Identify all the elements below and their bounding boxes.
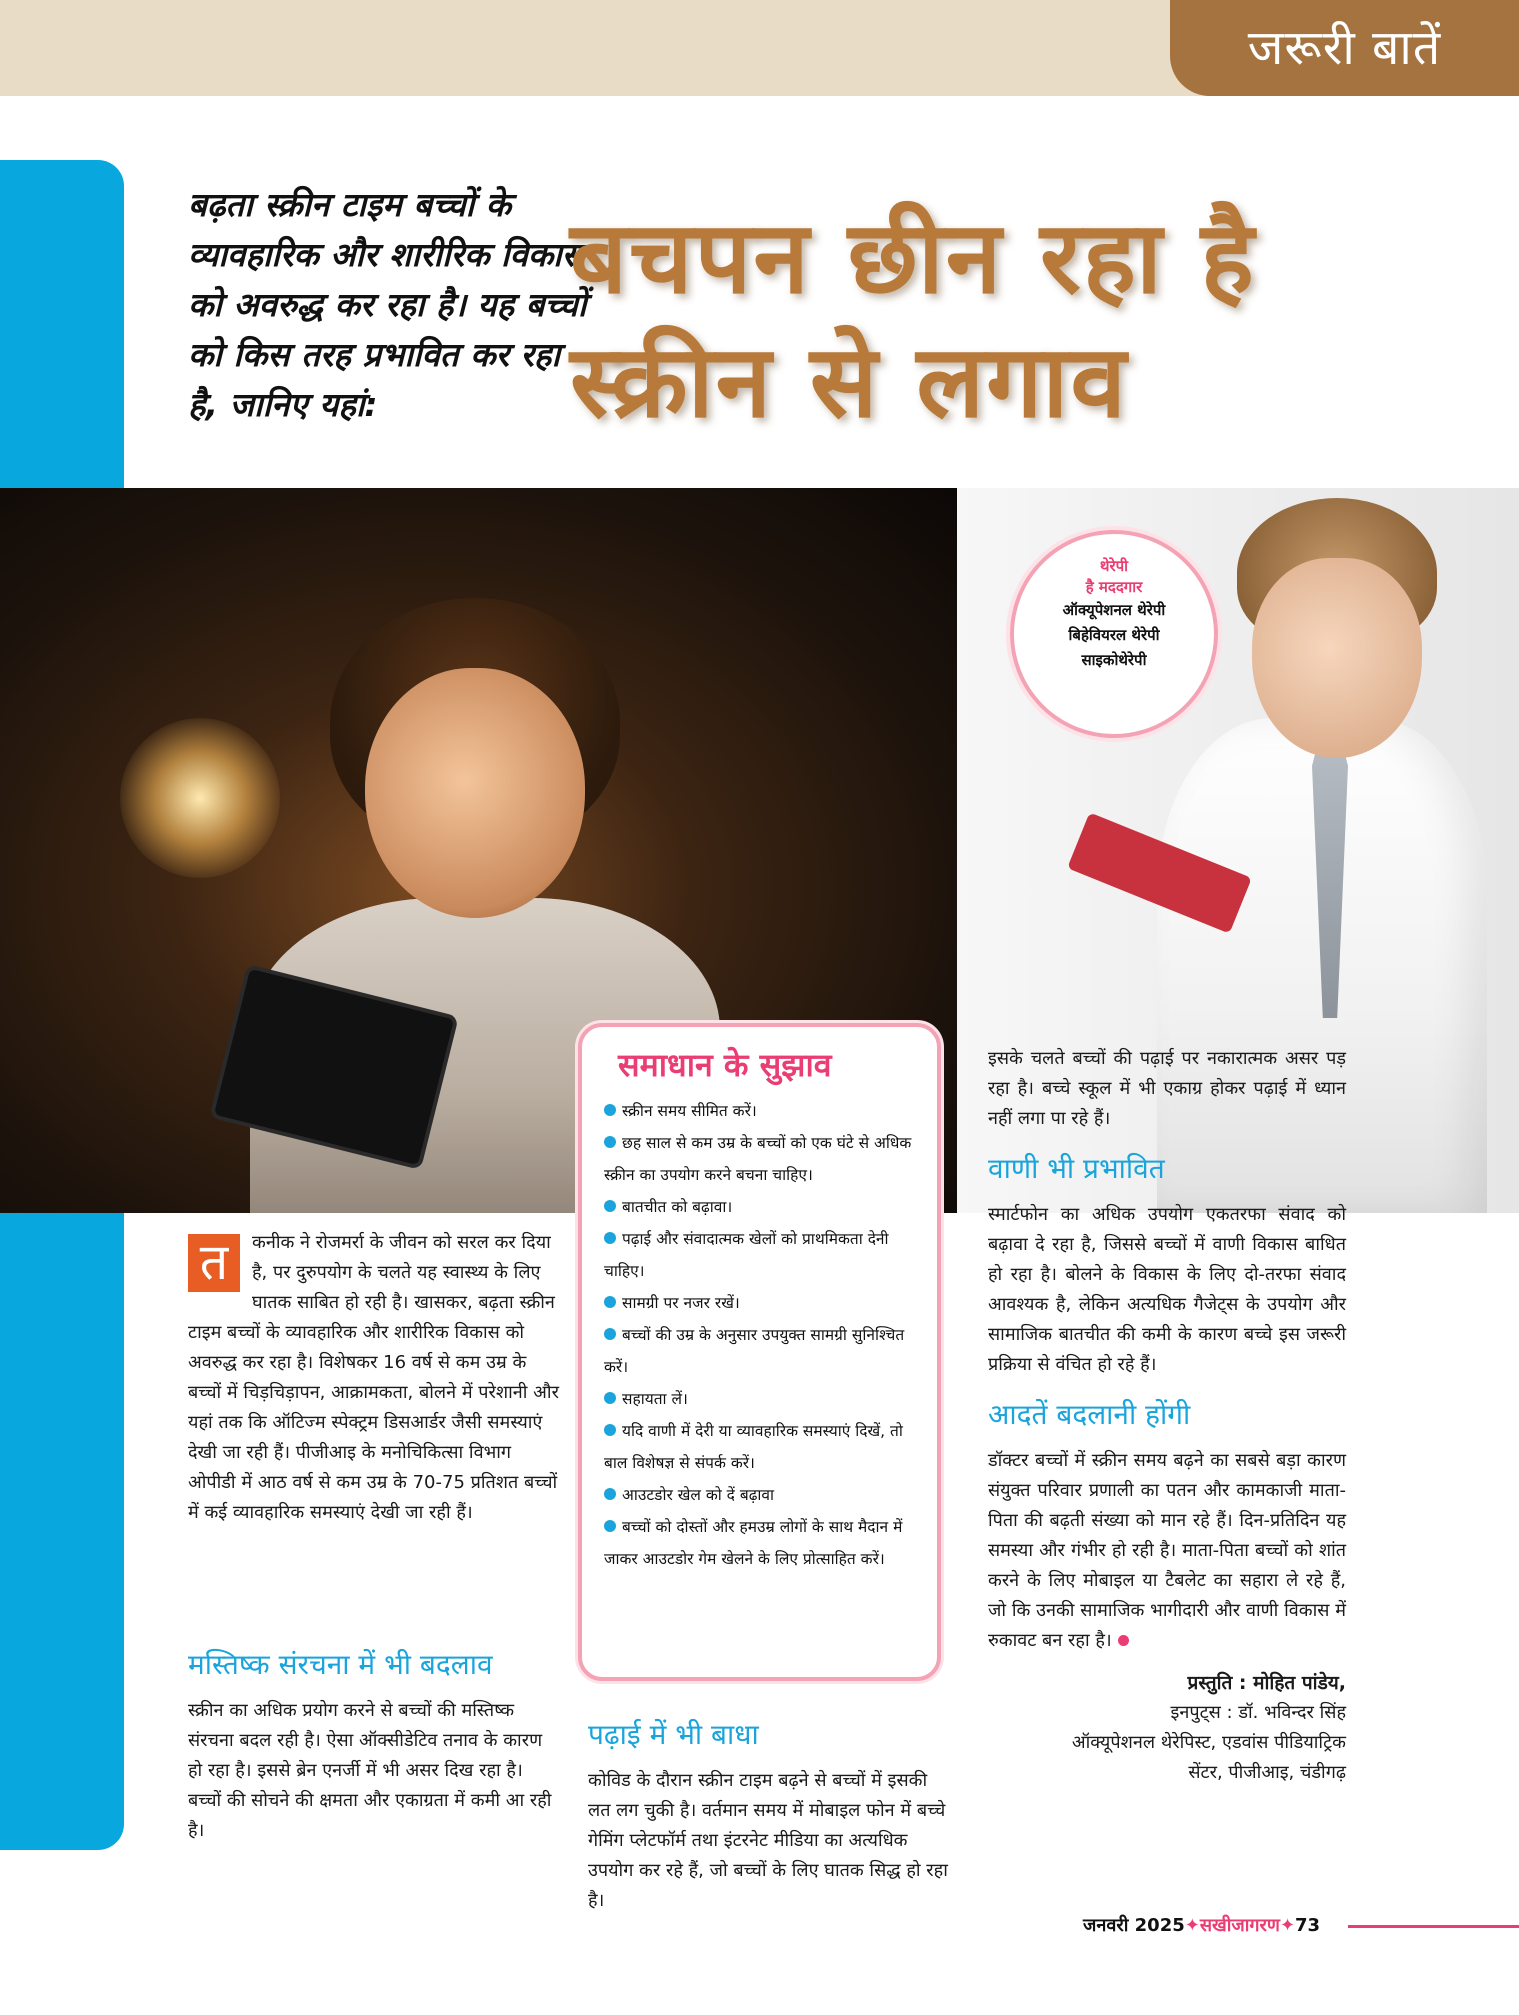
list-item: बच्चों को दोस्तों और हमउम्र लोगों के साथ मैदान में जाकर आउटडोर गेम खेलने के लिए प्रोत्साहित करें। [604, 1518, 903, 1568]
article-column-1 [188, 1228, 560, 1528]
drop-cap: त [188, 1234, 240, 1292]
list-item: पढ़ाई और संवादात्मक खेलों को प्राथमिकता देनी चाहिए। [604, 1230, 889, 1280]
subheading-speech: वाणी भी प्रभावित [988, 1152, 1165, 1185]
list-item: सामग्री पर नजर रखें। [604, 1287, 924, 1319]
list-item: बच्चों की उम्र के अनुसार उपयुक्त सामग्री सुनिश्चित करें। [604, 1326, 905, 1376]
badge-item: बिहेवियरल थेरेपी [1068, 626, 1160, 644]
list-item: बातचीत को बढ़ावा। [604, 1191, 924, 1223]
subheading-brain: मस्तिष्क संरचना में भी बदलाव [188, 1648, 493, 1681]
study-paragraph: कोविड के दौरान स्क्रीन टाइम बढ़ने से बच्चों में इसकी लत लग चुकी है। वर्तमान समय में मोबाइल फोन में बच्चे गेमिंग प्लेटफॉर्म तथा इंटरनेट मीडिया का अत्यधिक उपयोग कर रहे हैं, जो बच्चों के लिए घातक सिद्ध हो रहा है। [588, 1770, 948, 1911]
habits-paragraph: डॉक्टर बच्चों में स्क्रीन समय बढ़ने का सबसे बड़ा कारण संयुक्त परिवार प्रणाली का पतन और कामकाजी माता-पिता की बढ़ती संख्या को मान रहे हैं। दिन-प्रतिदिन यह समस्या और गंभीर हो रही है। माता-पिता बच्चों को शांत करने के लिए मोबाइल या टैबलेट का सहारा ले रहे हैं, जो कि उनकी सामाजिक भागीदारी और वाणी विकास में रुकावट बन रहा है। [988, 1450, 1346, 1651]
credit-block [988, 1668, 1346, 1788]
article-column-2 [588, 1700, 948, 1916]
title-line-1: बचपन छीन रहा है [570, 199, 1256, 316]
list-item: स्क्रीन समय सीमित करें। [604, 1095, 924, 1127]
credit-input-3: सेंटर, पीजीआइ, चंडीगढ़ [1188, 1762, 1346, 1783]
section-label: जरूरी बातें [1170, 0, 1519, 96]
list-item: सहायता लें। [604, 1383, 924, 1415]
therapy-badge [1010, 530, 1218, 738]
footer-brand: सखीजागरण [1199, 1915, 1280, 1936]
badge-item: ऑक्यूपेशनल थेरेपी [1062, 601, 1166, 619]
bullet-icon [604, 1232, 616, 1244]
page-number: 73 [1295, 1915, 1321, 1936]
bullet-icon [604, 1424, 616, 1436]
brain-paragraph: स्क्रीन का अधिक प्रयोग करने से बच्चों की मस्तिष्क संरचना बदल रही है। ऐसा ऑक्सीडेटिव तनाव के कारण हो रहा है। इससे ब्रेन एनर्जी में भी असर दिख रहा है। बच्चों की सोचने की क्षमता और एकाग्रता में कमी आ रही है। [188, 1700, 552, 1841]
end-mark-icon [1118, 1635, 1129, 1646]
study-continued-paragraph: इसके चलते बच्चों की पढ़ाई पर नकारात्मक असर पड़ रहा है। बच्चे स्कूल में भी एकाग्र होकर पढ़ाई में ध्यान नहीं लगा पा रहे हैं। [988, 1048, 1346, 1129]
badge-title-1: थेरेपी [1099, 557, 1129, 575]
bullet-icon [604, 1136, 616, 1148]
bullet-icon [604, 1392, 616, 1404]
article-column-3 [988, 1044, 1346, 1788]
list-item: छह साल से कम उम्र के बच्चों को एक घंटे से अधिक स्क्रीन का उपयोग करने बचना चाहिए। [604, 1134, 912, 1184]
intro-paragraph: कनीक ने रोजमर्रा के जीवन को सरल कर दिया है, पर दुरुपयोग के चलते यह स्वास्थ्य के लिए घातक साबित हो रही है। खासकर, बढ़ता स्क्रीन टाइम बच्चों के व्यावहारिक और शारीरिक विकास को अवरुद्ध कर रहा है। विशेषकर 16 वर्ष से कम उम्र के बच्चों में चिड़चिड़ापन, आक्रामकता, बोलने में परेशानी और यहां तक कि ऑटिज्म स्पेक्ट्रम डिसआर्डर जैसी समस्याएं देखी जा रही हैं। पीजीआइ के मनोचिकित्सा विभाग ओपीडी में आठ वर्ष से कम उम्र के 70-75 प्रतिशत बच्चों में कई व्यावहारिक समस्याएं देखी जा रही हैं। [188, 1232, 559, 1523]
list-item: आउटडोर खेल को दें बढ़ावा [604, 1479, 924, 1511]
subheading-study: पढ़ाई में भी बाधा [588, 1718, 759, 1751]
list-item: यदि वाणी में देरी या व्यावहारिक समस्याएं दिखें, तो बाल विशेषज्ञ से संपर्क करें। [604, 1422, 903, 1472]
credit-input-2: ऑक्यूपेशनल थेरेपिस्ट, एडवांस पीडियाट्रिक [1071, 1732, 1346, 1753]
bullet-icon [604, 1200, 616, 1212]
speech-paragraph: स्मार्टफोन का अधिक उपयोग एकतरफा संवाद को बढ़ावा दे रहा है, जिससे बच्चों में वाणी विकास बाधित हो रहा है। बोलने के विकास के लिए दो-तरफा संवाद आवश्यक है, लेकिन अत्यधिक गैजेट्स के उपयोग और सामाजिक बातचीत की कमी के कारण बच्चे इस जरूरी प्रक्रिया से वंचित हो रहे हैं। [988, 1204, 1346, 1375]
credit-input-1: इनपुट्स : डॉ. भविन्दर सिंह [1170, 1702, 1346, 1723]
credit-author: प्रस्तुति : मोहित पांडेय, [1187, 1672, 1346, 1694]
suggestions-box [578, 1023, 941, 1681]
suggestions-title: समाधान के सुझाव [618, 1046, 832, 1084]
badge-item: साइकोथेरेपी [1081, 651, 1147, 669]
bullet-icon [604, 1296, 616, 1308]
footer-month: जनवरी 2025 [1083, 1915, 1185, 1936]
bullet-icon [604, 1104, 616, 1116]
page-footer: जनवरी 2025✦सखीजागरण✦73 [1083, 1915, 1321, 1936]
suggestions-list [604, 1095, 924, 1575]
bullet-icon [604, 1520, 616, 1532]
bullet-icon [604, 1328, 616, 1340]
article-column-1-lower [188, 1630, 560, 1846]
bullet-icon [604, 1488, 616, 1500]
page-title [570, 196, 1500, 444]
title-line-2: स्क्रीन से लगाव [570, 323, 1128, 440]
footer-rule [1348, 1925, 1519, 1928]
badge-title-2: है मददगार [1085, 578, 1143, 596]
intro-deck: बढ़ता स्क्रीन टाइम बच्चों के व्यावहारिक और शारीरिक विकास को अवरुद्ध कर रहा है। यह बच्चों को किस तरह प्रभावित कर रहा है, जानिए यहां: [188, 185, 587, 424]
subheading-habits: आदतें बदलानी होंगी [988, 1398, 1191, 1431]
